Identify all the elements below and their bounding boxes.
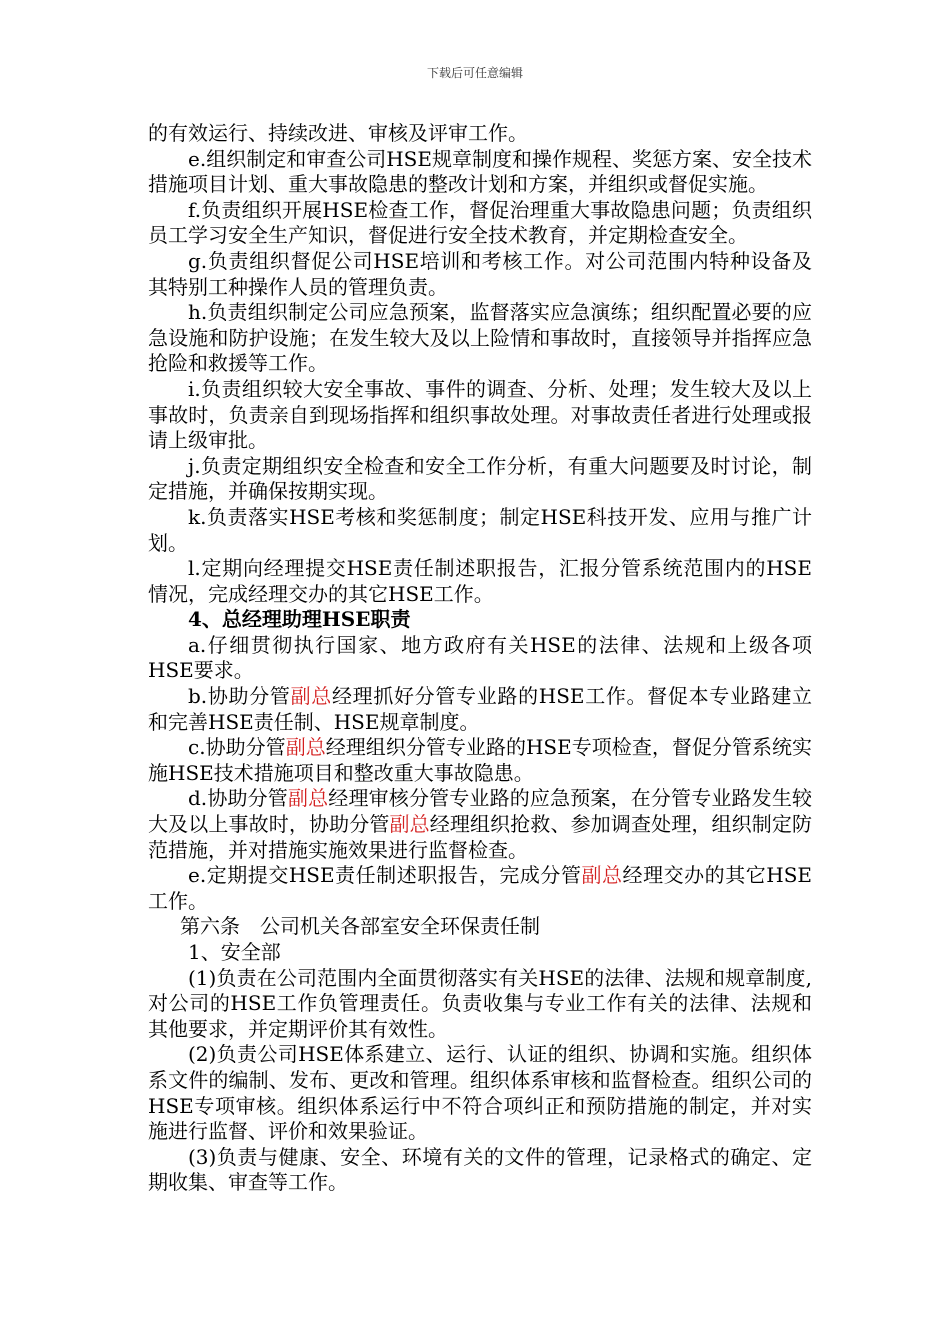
- paragraph-item-b4: [148, 684, 812, 735]
- paragraph-numbered-3: (3)负责与健康、安全、环境有关的文件的管理，记录格式的确定、定期收集、审查等工作。: [148, 1144, 812, 1195]
- article-heading-6: 第六条 公司机关各部室安全环保责任制: [180, 914, 540, 939]
- paragraph-item-e: e.组织制定和审查公司HSE规章制度和操作规程、奖惩方案、安全技术措施项目计划、重大事故隐患的整改计划和方案，并组织或督促实施。: [148, 146, 812, 197]
- text-segment: e.定期提交HSE责任制述职报告，完成分管: [188, 863, 582, 888]
- paragraph-item-j: j.负责定期组织安全检查和安全工作分析，有重大问题要及时讨论，制定措施，并确保按期实现。: [148, 453, 812, 504]
- text-segment: 经理交办的其它HSE工作。: [148, 863, 812, 913]
- subsection-heading-1: 1、安全部: [188, 940, 281, 964]
- document-body: [148, 121, 812, 1196]
- paragraph-item-k: k.负责落实HSE考核和奖惩制度；制定HSE科技开发、应用与推广计划。: [148, 504, 812, 555]
- text-segment: 经理抓好分管专业路的HSE工作。督促本专业路建立和完善HSE责任制、HSE规章制度。: [148, 684, 813, 734]
- highlighted-text: 副总: [581, 863, 623, 888]
- paragraph-continuation: 的有效运行、持续改进、审核及评审工作。: [148, 121, 528, 145]
- paragraph-item-h: h.负责组织制定公司应急预案，监督落实应急演练；组织配置必要的应急设施和防护设施；在发生较大及以上险情和事故时，直接领导并指挥应急抢险和救援等工作。: [148, 300, 812, 376]
- text-segment: 经理审核分管专业路的应急预案，在分管专业路发生较大及以上事故时，协助分管: [148, 786, 812, 837]
- page-header: 下载后可任意编辑: [426, 66, 523, 80]
- text-segment: c.协助分管: [188, 735, 286, 760]
- highlighted-text: 副总: [389, 812, 430, 837]
- highlighted-text: 副总: [285, 735, 326, 760]
- highlighted-text: 副总: [290, 684, 332, 709]
- paragraph-item-f: f.负责组织开展HSE检查工作，督促治理重大事故隐患问题；负责组织员工学习安全生产知识，督促进行安全技术教育，并定期检查安全。: [148, 197, 812, 248]
- paragraph-item-a4: a.仔细贯彻执行国家、地方政府有关HSE的法律、法规和上级各项HSE要求。: [148, 632, 812, 683]
- text-segment: 经理组织抢救、参加调查处理，组织制定防范措施，并对措施实施效果进行监督检查。: [148, 812, 812, 862]
- paragraph-item-l: l.定期向经理提交HSE责任制述职报告，汇报分管系统范围内的HSE情况，完成经理交办的其它HSE工作。: [148, 556, 812, 606]
- paragraph-item-d4: [148, 786, 812, 863]
- paragraph-numbered-2: (2)负责公司HSE体系建立、运行、认证的组织、协调和实施。组织体系文件的编制、发布、更改和管理。组织体系审核和监督检查。组织公司的HSE专项审核。组织体系运行中不符合项纠正和预防措施的制定，并对实施进行监督、评价和效果验证。: [148, 1042, 812, 1144]
- paragraph-item-i: i.负责组织较大安全事故、事件的调查、分析、处理；发生较大及以上事故时，负责亲自到现场指挥和组织事故处理。对事故责任者进行处理或报请上级审批。: [148, 376, 812, 453]
- text-segment: d.协助分管: [188, 786, 288, 811]
- text-segment: b.协助分管: [188, 684, 291, 709]
- text-segment: 经理组织分管专业路的HSE专项检查，督促分管系统实施HSE技术措施项目和整改重大事故隐患。: [148, 735, 813, 785]
- paragraph-item-e4: [148, 863, 812, 914]
- paragraph-item-c4: [148, 735, 812, 786]
- highlighted-text: 副总: [287, 786, 329, 811]
- section-heading-4: 4、总经理助理HSE职责: [188, 607, 411, 632]
- paragraph-numbered-1: (1)负责在公司范围内全面贯彻落实有关HSE的法律、法规和规章制度,对公司的HSE工作负管理责任。负责收集与专业工作有关的法律、法规和其他要求，并定期评价其有效性。: [148, 965, 812, 1041]
- paragraph-item-g: g.负责组织督促公司HSE培训和考核工作。对公司范围内特种设备及其特别工种操作人员的管理负责。: [148, 248, 812, 299]
